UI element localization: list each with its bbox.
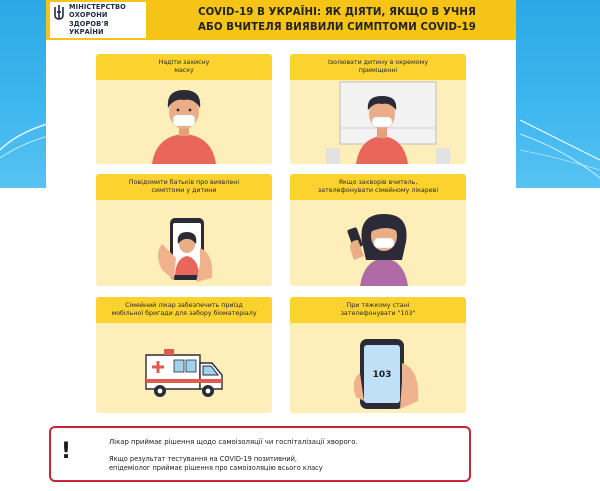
- ministry-line-1: МІНІСТЕРСТВО: [69, 3, 126, 11]
- alert-line-2: Якщо результат тестування на COVID-19 позитивний, епідеміолог приймає рішення про самоізоляцію всього класу: [109, 455, 323, 472]
- ministry-name: [69, 3, 126, 37]
- card-call-103: [290, 297, 466, 413]
- decision-alert: [49, 426, 471, 482]
- poster-header: [46, 0, 516, 40]
- card-isolate: [290, 54, 466, 164]
- ministry-line-4: УКРАЇНИ: [69, 28, 104, 37]
- phone-number: 103: [372, 370, 392, 380]
- isolated-child-icon: [290, 54, 466, 164]
- phone-call-icon: [96, 174, 272, 286]
- ministry-line-2: ОХОРОНИ: [69, 11, 108, 20]
- card-caption: Надіти захисну маску: [158, 59, 210, 74]
- card-caption: Якщо захворів вчитель, зателефонувати сімейному лікареві: [317, 179, 439, 194]
- poster-title: [164, 5, 510, 35]
- teacher-phone-icon: [290, 174, 466, 286]
- card-teacher-call: [290, 174, 466, 286]
- phone-103-icon: [290, 297, 466, 413]
- card-mobile-team: [96, 297, 272, 413]
- card-notify-parents: [96, 174, 272, 286]
- title-line-1: COVID-19 В УКРАЇНІ: ЯК ДІЯТИ, ЯКЩО В УЧНЯ: [198, 7, 476, 18]
- card-mask: [96, 54, 272, 164]
- masked-boy-icon: [96, 54, 272, 164]
- ministry-logo: [50, 2, 146, 38]
- title-line-2: АБО ВЧИТЕЛЯ ВИЯВИЛИ СИМПТОМИ COVID-19: [198, 22, 476, 33]
- alert-line-1: Лікар приймає рішення щодо самоізоляції чи госпіталізації хворого.: [109, 438, 358, 446]
- card-caption: Ізолювати дитину в окремому приміщенні: [327, 59, 429, 74]
- card-caption: При тяжкому стані зателефонувати "103": [340, 302, 416, 317]
- trident-icon: [52, 4, 66, 22]
- ambulance-icon: [96, 297, 272, 413]
- ministry-line-3: ЗДОРОВ'Я: [69, 19, 109, 28]
- exclamation-icon: !: [61, 439, 72, 464]
- card-caption: Повідомити батьків про виявлені симптоми у дитини: [128, 179, 240, 194]
- card-caption: Сімейний лікар забезпечить приїзд мобільної бригади для забору біоматеріалу: [111, 302, 257, 317]
